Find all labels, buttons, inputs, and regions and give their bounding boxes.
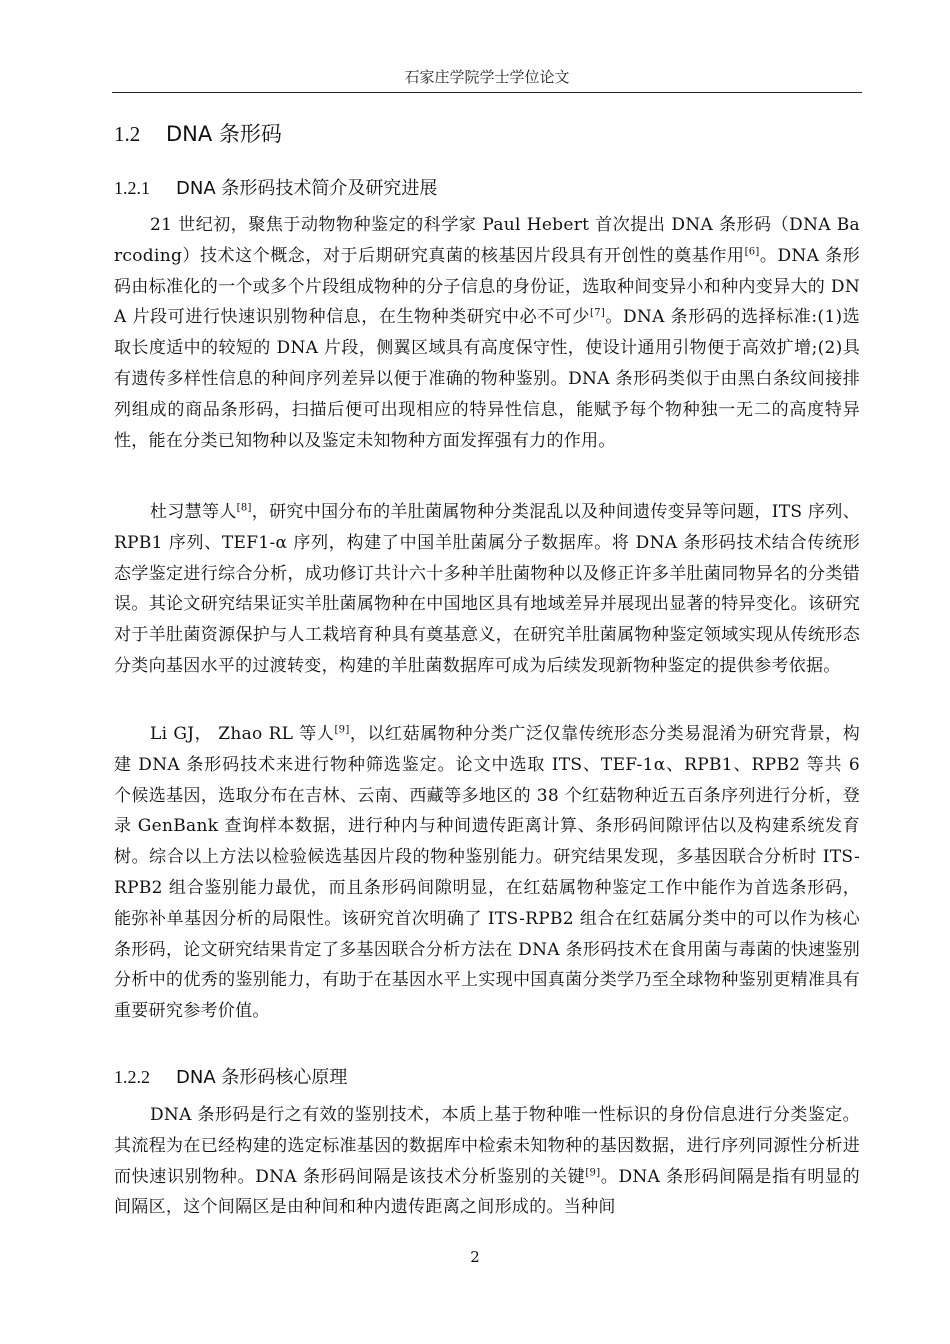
citation-ref: [8] bbox=[236, 502, 252, 514]
citation-ref: [6] bbox=[744, 246, 760, 258]
citation-ref: [9] bbox=[334, 724, 350, 736]
section-heading bbox=[114, 118, 282, 148]
paragraph-2: 杜习慧等人[8]，研究中国分布的羊肚菌属物种分类混乱以及种间遗传变异等问题，ITS 序列、RPB1 序列、TEF1-α 序列，构建了中国羊肚菌属分子数据库。将 DNA 条形码技术结合传统形态学鉴定进行综合分析，成功修订共计六十多种羊肚菌物种以及修正许多羊肚菌同物异名的分类错误。其论文研究结果证实羊肚菌属物种在中国地区具有地域差异并展现出显著的特异变化。该研究对于羊肚菌资源保护与人工栽培育种具有奠基意义，在研究羊肚菌属物种鉴定领域实现从传统形态分类向基因水平的过渡转变，构建的羊肚菌数据库可成为后续发现新物种鉴定的提供参考依据。 bbox=[114, 502, 860, 676]
subsection-title: DNA 条形码技术简介及研究进展 bbox=[176, 178, 438, 199]
subsection-heading-1 bbox=[114, 174, 437, 200]
subsection-title: DNA 条形码核心原理 bbox=[176, 1067, 348, 1088]
running-header: 石家庄学院学士学位论文 bbox=[404, 68, 570, 86]
header-rule bbox=[112, 92, 862, 93]
citation-ref: [9] bbox=[585, 1166, 601, 1178]
subsection-heading-2 bbox=[114, 1063, 347, 1089]
section-title: DNA 条形码 bbox=[166, 122, 282, 146]
page-number: 2 bbox=[470, 1248, 480, 1266]
subsection-number: 1.2.2 bbox=[114, 1067, 150, 1087]
paragraph-3: Li GJ， Zhao RL 等人[9]，以红菇属物种分类广泛仅靠传统形态分类易混淆为研究背景，构建 DNA 条形码技术来进行物种筛选鉴定。论文中选取 ITS、TEF-1α、RPB1、RPB2 等共 6 个候选基因，选取分布在吉林、云南、西藏等多地区的 38 个红菇物种近五百条序列进行分析，登录 GenBank 查询样本数据，进行种内与种间遗传距离计算、条形码间隙评估以及构建系统发育树。综合以上方法以检验候选基因片段的物种鉴别能力。研究结果发现，多基因联合分析时 ITS-RPB2 组合鉴别能力最优，而且条形码间隙明显，在红菇属物种鉴定工作中能作为首选条形码，能弥补单基因分析的局限性。该研究首次明确了 ITS-RPB2 组合在红菇属分类中的可以作为核心条形码，论文研究结果肯定了多基因联合分析方法在 DNA 条形码技术在食用菌与毒菌的快速鉴别分析中的优秀的鉴别能力，有助于在基因水平上实现中国真菌分类学乃至全球物种鉴别更精准具有重要研究参考价值。 bbox=[114, 724, 860, 1022]
subsection-number: 1.2.1 bbox=[114, 178, 150, 198]
citation-ref: [7] bbox=[590, 307, 606, 319]
section-number: 1.2 bbox=[114, 122, 141, 146]
paragraph-1: 21 世纪初，聚焦于动物物种鉴定的科学家 Paul Hebert 首次提出 DNA 条形码（DNA Barcoding）技术这个概念，对于后期研究真菌的核基因片段具有开创性的奠基作用[6]。DNA 条形码由标准化的一个或多个片段组成物种的分子信息的身份证，选取种间变异小和种内变异大的 DNA 片段可进行快速识别物种信息，在生物种类研究中必不可少[7]。DNA 条形码的选择标准:(1)选取长度适中的较短的 DNA 片段，侧翼区域具有高度保守性，使设计通用引物便于高效扩增;(2)具有遗传多样性信息的种间序列差异以便于准确的物种鉴别。DNA 条形码类似于由黑白条纹间接排列组成的商品条形码，扫描后便可出现相应的特异性信息，能赋予每个物种独一无二的高度特异性，能在分类已知物种以及鉴定未知物种方面发挥强有力的作用。 bbox=[114, 215, 860, 451]
paragraph-4: DNA 条形码是行之有效的鉴别技术，本质上基于物种唯一性标识的身份信息进行分类鉴定。其流程为在已经构建的选定标准基因的数据库中检索未知物种的基因数据，进行序列同源性分析进而快速识别物种。DNA 条形码间隔是该技术分析鉴别的关键[9]。DNA 条形码间隔是指有明显的间隔区，这个间隔区是由种间和种内遗传距离之间形成的。当种间 bbox=[114, 1105, 860, 1218]
